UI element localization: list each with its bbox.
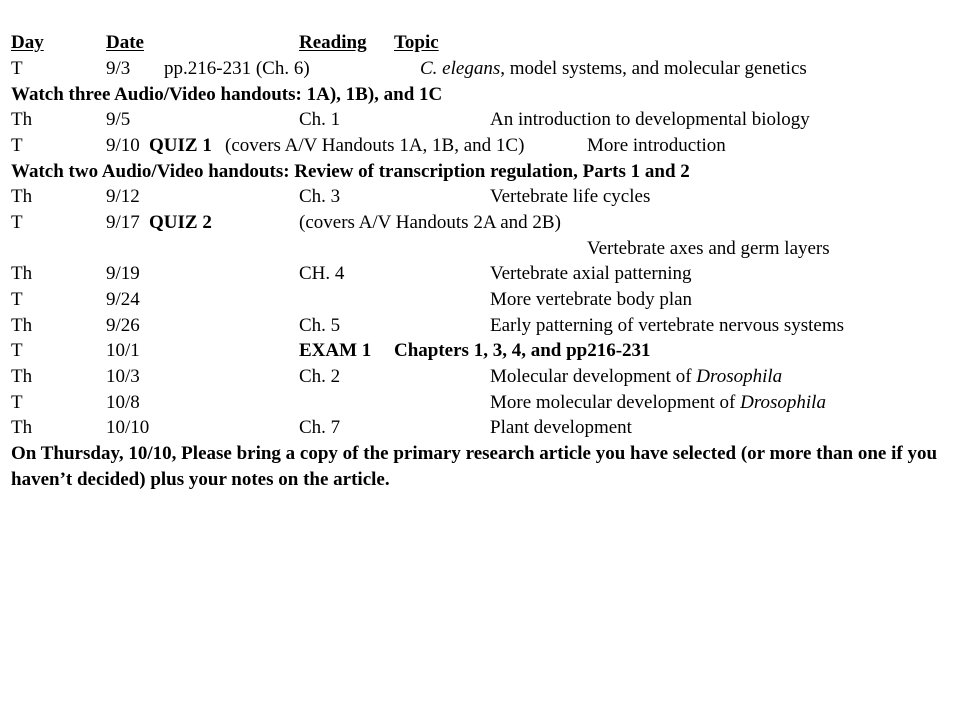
topic-italic: Drosophila [740, 392, 826, 413]
row-day: T [11, 289, 23, 310]
row-date: 10/10 [106, 417, 150, 438]
row-date: 9/12 [106, 186, 140, 207]
topic-italic: C. elegans [420, 58, 501, 79]
row-topic [490, 390, 826, 416]
topic-rest: , model systems, and molecular genetics [500, 58, 807, 79]
video-note: Watch two Audio/Video handouts: Review of transcription regulation, Parts 1 and 2 [11, 161, 690, 182]
row-day: Th [11, 186, 33, 207]
row-date: 9/19 [106, 263, 140, 284]
row-topic: Vertebrate axes and germ layers [587, 238, 830, 259]
row-date: 9/17 [106, 212, 140, 233]
final-note: On Thursday, 10/10, Please bring a copy of the primary research article you have selected (or more than one if you haven’t decided) plus your notes on the article. [11, 443, 938, 490]
video-note: Watch three Audio/Video handouts: 1A), 1B), and 1C [11, 84, 443, 105]
row-date: 9/3 [106, 58, 131, 79]
row-topic [490, 364, 782, 390]
header-topic: Topic [394, 32, 439, 53]
row-topic: More vertebrate body plan [490, 289, 693, 310]
row-date: 10/1 [106, 340, 140, 361]
row-date: 9/26 [106, 315, 140, 336]
row-reading: pp.216-231 (Ch. 6) [164, 58, 310, 79]
row-day: T [11, 135, 23, 156]
row-day: T [11, 58, 23, 79]
row-topic: Plant development [490, 417, 632, 438]
row-topic: More introduction [587, 135, 726, 156]
row-reading: Ch. 3 [299, 186, 341, 207]
row-day: T [11, 340, 23, 361]
row-reading: (covers A/V Handouts 1A, 1B, and 1C) [225, 135, 525, 156]
row-reading: Ch. 7 [299, 417, 341, 438]
row-topic: Early patterning of vertebrate nervous systems [490, 315, 845, 336]
row-day: Th [11, 109, 33, 130]
row-day: Th [11, 315, 33, 336]
row-topic: An introduction to developmental biology [490, 109, 810, 130]
row-date: 9/10 [106, 135, 140, 156]
header-date: Date [106, 32, 144, 53]
row-date: 9/5 [106, 109, 131, 130]
row-date: 9/24 [106, 289, 140, 310]
row-date: 10/8 [106, 392, 140, 413]
row-reading: Ch. 1 [299, 109, 341, 130]
row-reading: Ch. 2 [299, 366, 341, 387]
row-day: T [11, 392, 23, 413]
row-reading: Ch. 5 [299, 315, 341, 336]
row-reading: CH. 4 [299, 263, 345, 284]
row-day: T [11, 212, 23, 233]
exam-topic: Chapters 1, 3, 4, and pp216-231 [394, 340, 651, 361]
quiz-label: QUIZ 2 [149, 212, 212, 233]
header-day: Day [11, 32, 44, 53]
row-reading: (covers A/V Handouts 2A and 2B) [299, 212, 561, 233]
topic-plain: More molecular development of [490, 392, 741, 413]
row-date: 10/3 [106, 366, 140, 387]
quiz-label: QUIZ 1 [149, 135, 212, 156]
row-day: Th [11, 417, 33, 438]
header-reading: Reading [299, 32, 367, 53]
topic-italic: Drosophila [696, 366, 783, 387]
exam-label: EXAM 1 [299, 340, 372, 361]
row-day: Th [11, 263, 33, 284]
row-topic [420, 56, 807, 82]
topic-plain: Molecular development of [490, 366, 697, 387]
row-topic: Vertebrate life cycles [490, 186, 651, 207]
row-day: Th [11, 366, 33, 387]
row-topic: Vertebrate axial patterning [490, 263, 692, 284]
